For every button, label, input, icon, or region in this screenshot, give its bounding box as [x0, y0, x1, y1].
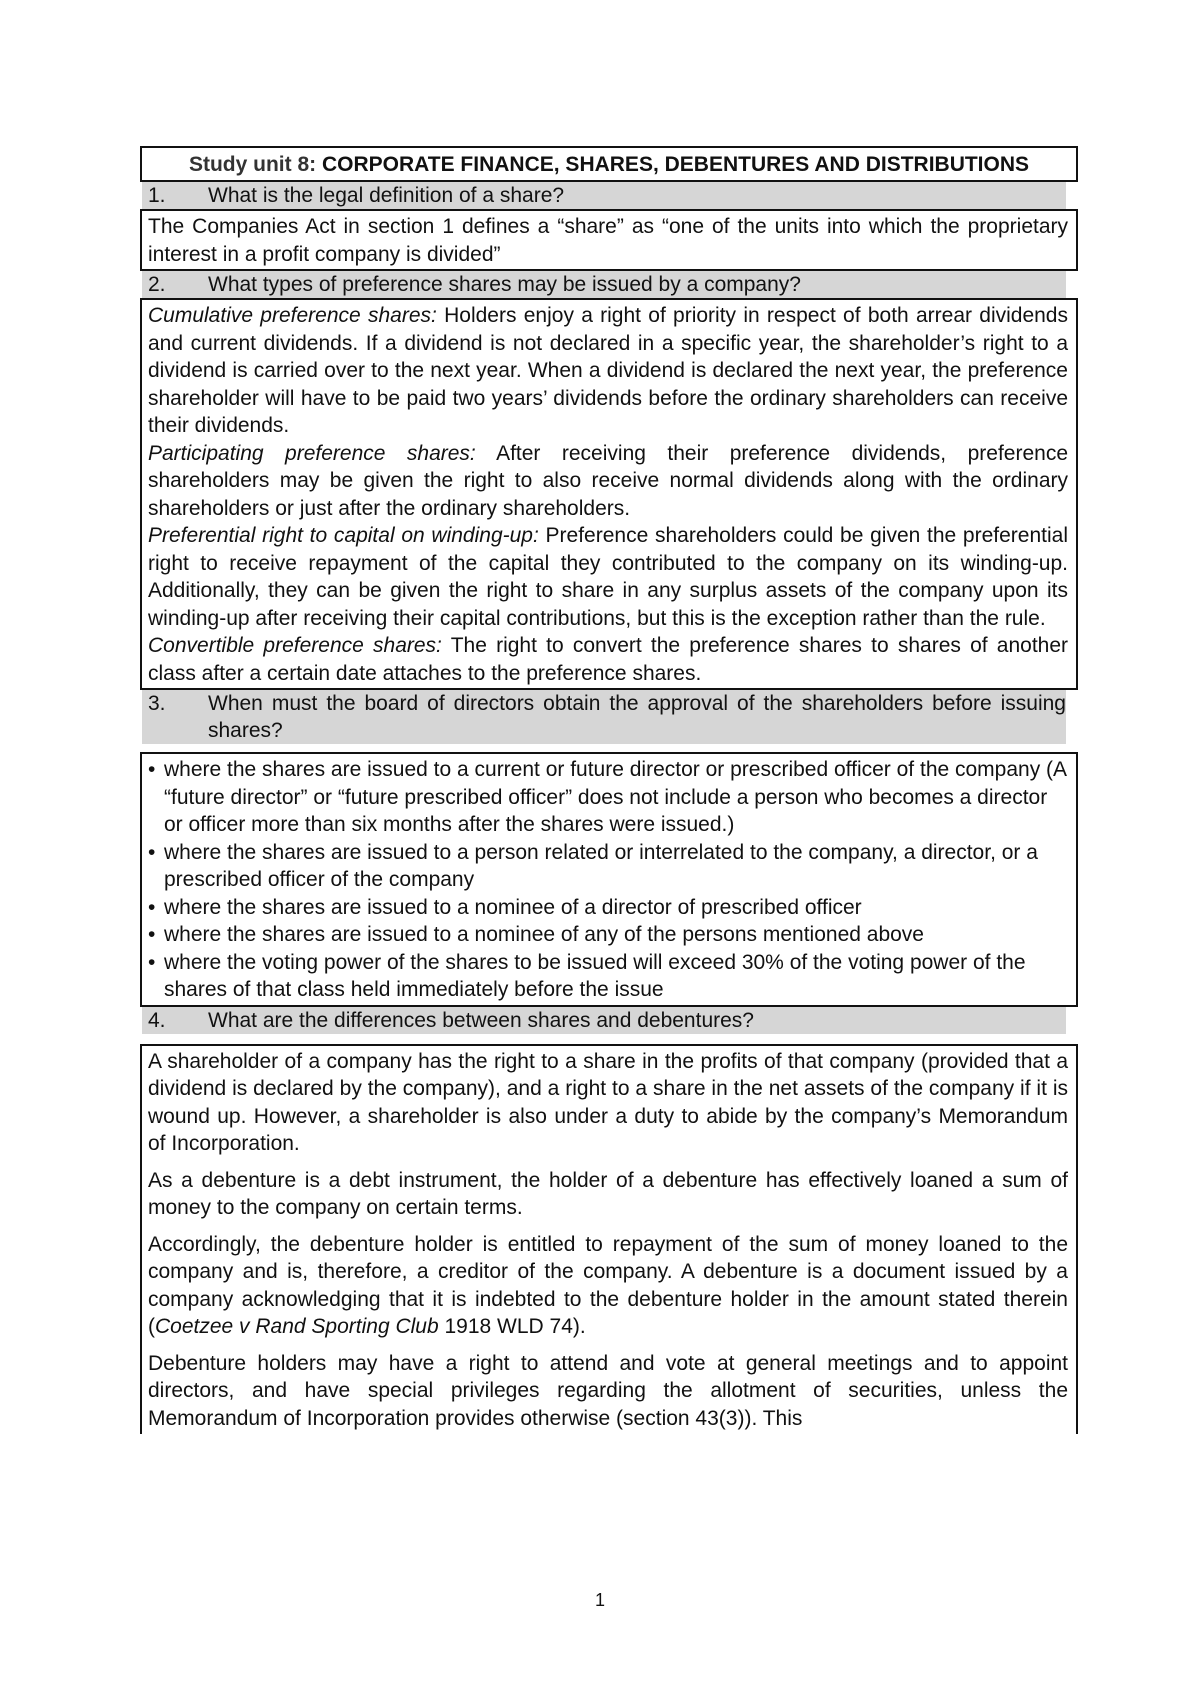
answer-3-box: [140, 752, 1078, 1007]
answer-text: The Companies Act in section 1 defines a “share” as “one of the units into which the proprietary interest in a profit company is divided”: [148, 215, 1068, 266]
question-number: 2.: [148, 273, 166, 296]
question-number: 3.: [148, 692, 166, 715]
study-unit-title: [140, 146, 1078, 182]
answer-4-box: [140, 1044, 1078, 1434]
answer-2-box: [140, 298, 1078, 690]
preference-share-type: [148, 440, 1068, 523]
question-text: What are the differences between shares and debentures?: [208, 1008, 754, 1032]
type-term: Convertible preference shares:: [148, 634, 442, 657]
type-term: Preferential right to capital on winding-up:: [148, 524, 539, 547]
type-term: Participating preference shares:: [148, 441, 476, 465]
type-description: Holders enjoy a right of priority in respect of both arrear dividends and current dividends. If a dividend is not declared in a specific year, the shareholder’s right to a dividend is carried over to the next year. When a dividend is declared the next year, the preference shareholder will have to be paid two years’ dividends before the ordinary shareholders can receive their dividends.: [148, 304, 1068, 437]
list-item: • where the shares are issued to a person related or interrelated to the company, a director, or a prescribed officer of the company: [148, 839, 1068, 894]
type-description: After receiving their preference dividends, preference shareholders may be given the right to also receive normal dividends along with the ordinary shareholders or just after the ordinary shareholders.: [148, 441, 1068, 520]
paragraph-text: 1918 WLD 74).: [438, 1315, 586, 1338]
answer-paragraph: Debenture holders may have a right to attend and vote at general meetings and to appoint directors, and have special privileges regarding the allotment of securities, unless the Memorandum of Incorporation provides otherwise (section 43(3)). This: [148, 1351, 1068, 1430]
paragraph-text: Accordingly, the debenture holder is entitled to repayment of the sum of money loaned to the company and is, therefore, a creditor of the company. A debenture is a document issued by a company acknowledging that it is indebted to the debenture holder in the amount stated therein (: [148, 1232, 1068, 1338]
type-description: Preference shareholders could be given the preferential right to receive repayment of the capital they contributed to the company on its winding-up. Additionally, they can be given the right to share in any surplus assets of the company upon its winding-up after receiving their capital contributions, but this is the exception rather than the rule.: [148, 524, 1068, 630]
list-item: • where the shares are issued to a current or future director or prescribed officer of the company (A “future director” or “future prescribed officer” does not include a person who becomes a director or officer more than six months after the shares were issued.): [148, 756, 1068, 839]
question-text: What types of preference shares may be issued by a company?: [208, 273, 801, 296]
question-2-bar: [142, 271, 1066, 298]
title-prefix: Study unit 8:: [188, 153, 317, 176]
answer-paragraph: As a debenture is a debt instrument, the holder of a debenture has effectively loaned a sum of money to the company on certain terms.: [148, 1168, 1068, 1219]
question-number: 4.: [148, 1008, 166, 1032]
question-1-bar: [142, 182, 1066, 209]
answer-paragraph: [148, 1231, 1068, 1341]
question-text: What is the legal definition of a share?: [208, 184, 565, 207]
question-number: 1.: [148, 184, 166, 207]
type-description: The right to convert the preference shares to shares of another class after a certain date attaches to the preference shares.: [148, 634, 1069, 685]
list-item: • where the voting power of the shares to be issued will exceed 30% of the voting power of the shares of that class held immediately before the issue: [148, 949, 1068, 1004]
preference-share-type: [148, 522, 1068, 632]
document-page: [140, 146, 1078, 1434]
list-item: • where the shares are issued to a nominee of any of the persons mentioned above: [148, 921, 1068, 949]
title-main: CORPORATE FINANCE, SHARES, DEBENTURES AND DISTRIBUTIONS: [321, 153, 1030, 176]
answer-1-box: [140, 209, 1078, 271]
list-item: • where the shares are issued to a nominee of a director of prescribed officer: [148, 894, 1068, 922]
question-4-bar: [142, 1007, 1066, 1034]
question-text: When must the board of directors obtain the approval of the shareholders before issuing shares?: [208, 692, 1066, 742]
question-3-bar: [142, 690, 1066, 744]
answer-paragraph: A shareholder of a company has the right to a share in the profits of that company (provided that a dividend is declared by the company), and a right to a share in the net assets of the company if it is wound up. However, a shareholder is also under a duty to abide by the company’s Memorandum of Incorporation.: [148, 1049, 1068, 1155]
preference-share-type: [148, 632, 1068, 687]
type-term: Cumulative preference shares:: [148, 304, 437, 327]
page-number: 1: [594, 1590, 605, 1610]
approval-list: [148, 756, 1068, 1004]
case-citation: Coetzee v Rand Sporting Club: [155, 1315, 439, 1338]
preference-share-type: [148, 302, 1068, 440]
